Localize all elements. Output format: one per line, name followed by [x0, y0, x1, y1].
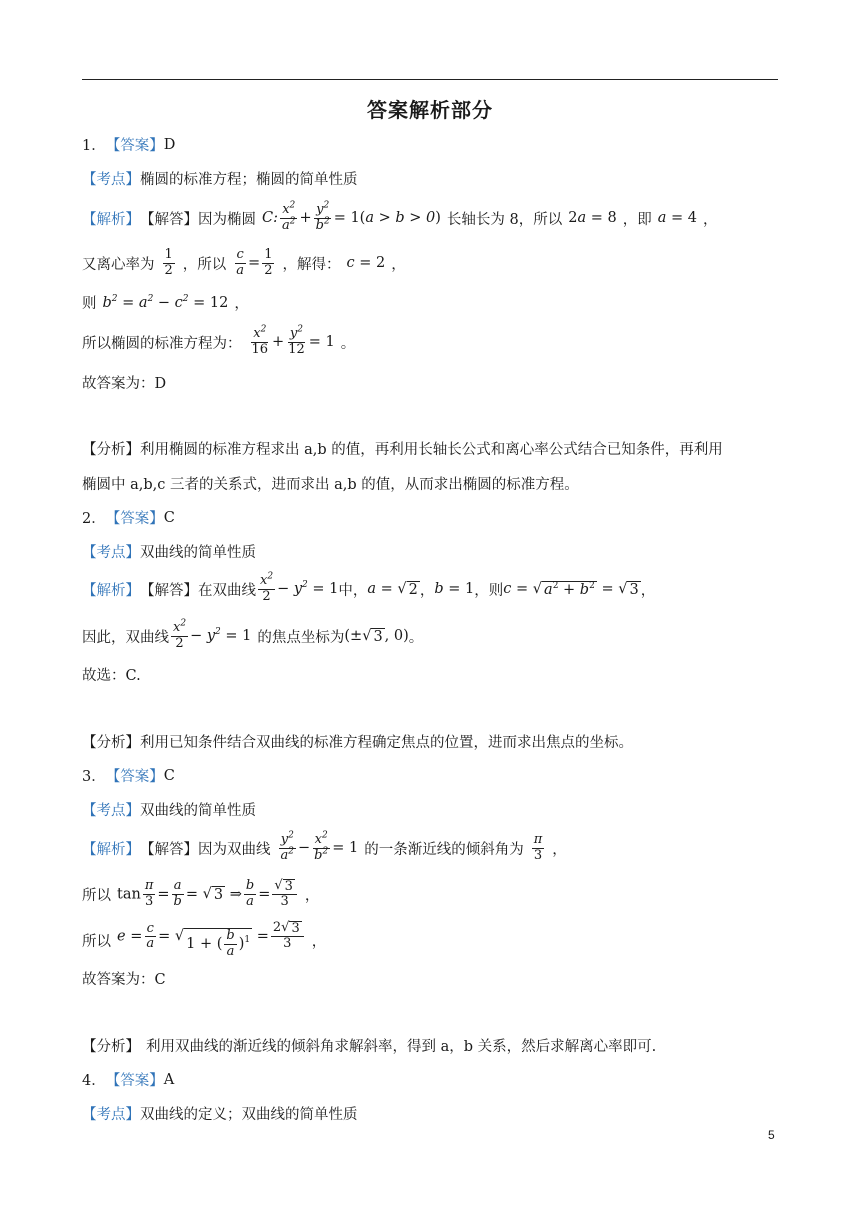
text-span: 利用椭圆的标准方程求出 a,b 的值，再利用长轴长公式和离心率公式结合已知条件，再利用 — [140, 442, 723, 458]
text-span: ， — [419, 582, 435, 599]
q4-kaodian-line — [82, 1103, 358, 1124]
text-span: ， — [234, 296, 249, 312]
math-b1: b = 1 — [434, 581, 475, 597]
fenxi-tag: 【分析】 — [82, 1039, 140, 1055]
q3-jiexi-line2 — [82, 876, 319, 912]
text-span: 中， — [338, 582, 368, 599]
text-span: 因为双曲线 — [198, 841, 271, 858]
q3-jiexi-line1 — [82, 830, 567, 866]
text-span: ， — [552, 841, 567, 858]
math-b2: $b^2 = a^2 - c^2 = 12$ — [102, 293, 229, 311]
text-span: 所以 — [82, 887, 111, 904]
q4-number: 4． — [82, 1073, 106, 1089]
text-span: ，则 — [474, 582, 504, 599]
q3-answer-line — [82, 765, 175, 786]
jieda-tag: 【解答】 — [140, 582, 198, 599]
q2-jiexi-line2 — [82, 618, 423, 654]
q2-conclusion: 故选：C. — [82, 668, 141, 684]
text-span: 因此，双曲线 — [82, 629, 169, 646]
kaodian-tag: 【考点】 — [82, 172, 140, 188]
kaodian-tag: 【考点】 — [82, 803, 140, 819]
text-span: ，所以 — [182, 256, 227, 273]
q1-number: 1． — [82, 138, 106, 154]
q2-fenxi-line — [82, 731, 633, 752]
text-span: 长轴长为 8，所以 — [446, 211, 563, 228]
math-pi-over-3: $\frac{\pi}{3}$ — [533, 832, 543, 863]
text-span: ， — [391, 256, 406, 273]
q1-conclusion: 故答案为：D — [82, 376, 167, 392]
q2-answer: C — [163, 509, 175, 526]
text-span: 所以 — [82, 933, 111, 950]
fenxi-tag: 【分析】 — [82, 442, 140, 458]
q4-answer: A — [163, 1071, 175, 1088]
q1-jiexi-line1 — [82, 200, 718, 236]
q3-answer: C — [163, 767, 175, 784]
math-a-sqrt2: a = √ 2 — [367, 580, 418, 598]
text-span: 。 — [408, 629, 424, 646]
q3-number: 3． — [82, 769, 106, 785]
q2-jiexi-line1 — [82, 571, 655, 607]
text-span: 则 — [82, 296, 97, 312]
q2-kaodian: 双曲线的简单性质 — [140, 545, 256, 561]
text-span: ， — [640, 582, 656, 599]
text-span: 的一条渐近线的倾斜角为 — [364, 841, 524, 858]
q2-kaodian-line — [82, 541, 256, 562]
math-c2: c = 2 — [346, 255, 386, 271]
text-span: 的焦点坐标为 — [257, 629, 345, 646]
math-hyperbola-eq2: $\frac{x^2}{2}$ − $y^2 = 1$ — [173, 618, 252, 651]
text-span: 利用已知条件结合双曲线的标准方程确定焦点的位置，进而求出焦点的坐标。 — [140, 735, 633, 751]
text-span: ， — [304, 887, 320, 904]
q3-kaodian-line — [82, 799, 256, 820]
q2-answer-line — [82, 507, 175, 528]
q4-kaodian: 双曲线的定义；双曲线的简单性质 — [140, 1107, 358, 1123]
text-span: 。 — [340, 335, 356, 352]
answer-tag: 【答案】 — [105, 1073, 164, 1089]
text-span: ，即 — [622, 211, 652, 228]
jiexi-tag: 【解析】 — [82, 582, 140, 599]
math-c-sqrt3: c = √ $a^2 + b^2$ = √ 3 — [503, 580, 639, 598]
text-span: ， — [703, 211, 718, 228]
q1-answer-line — [82, 134, 175, 155]
text-span: ，解得： — [282, 256, 341, 273]
jiexi-tag: 【解析】 — [82, 211, 140, 228]
fenxi-tag: 【分析】 — [82, 735, 140, 751]
q1-kaodian-line — [82, 168, 358, 189]
math-ellipse-result: $\frac{x^2}{16}$ + $\frac{y^2}{12}$ = 1 — [251, 324, 335, 357]
math-half: $\frac{1}{2}$ — [164, 247, 173, 278]
text-span: 因为椭圆 — [198, 211, 256, 228]
text-span: ， — [311, 933, 327, 950]
kaodian-tag: 【考点】 — [82, 545, 140, 561]
q1-jiexi-line4 — [82, 324, 355, 360]
text-span: 利用双曲线的渐近线的倾斜角求解斜率，得到 a，b 关系，然后求解离心率即可. — [146, 1039, 657, 1055]
math-hyperbola3-eq: $\frac{y^2}{a^2}$ − $\frac{x^2}{b^2}$ = 1 — [280, 830, 359, 863]
page-number: 5 — [768, 1128, 775, 1142]
math-eccentricity: e = $\frac{c}{a}$ = √ 1 + ( $\frac{b}{a}$ )$^1$ = 2√ 3 3 — [117, 921, 306, 959]
q1-answer: D — [163, 136, 176, 153]
jiexi-tag: 【解析】 — [82, 841, 140, 858]
kaodian-tag: 【考点】 — [82, 1107, 140, 1123]
q3-conclusion: 故答案为：C — [82, 972, 166, 988]
math-tan: tan $\frac{\pi}{3}$ = $\frac{a}{b}$ = √ 3 ⇒ $\frac{b}{a}$ = √ 3 3 — [117, 879, 299, 910]
q4-answer-line — [82, 1069, 174, 1090]
jieda-tag: 【解答】 — [140, 841, 198, 858]
q1-jiexi-line3 — [82, 292, 249, 313]
page-title: 答案解析部分 — [367, 98, 493, 122]
math-a4: a = 4 — [657, 210, 697, 226]
q3-fenxi-line — [82, 1035, 656, 1056]
math-ellipse-eq: C: $\frac{x^2}{a^2}$ + $\frac{y^2}{b^2}$ = 1(a > b > 0) — [262, 200, 441, 233]
q1-fenxi-line1 — [82, 438, 723, 459]
q2-number: 2． — [82, 511, 106, 527]
q3-kaodian: 双曲线的简单性质 — [140, 803, 256, 819]
header-rule — [82, 79, 778, 80]
math-focus: (±√ 3 , 0) — [344, 627, 409, 645]
answer-tag: 【答案】 — [105, 511, 164, 527]
text-span: 所以椭圆的标准方程为： — [82, 335, 242, 352]
q1-kaodian: 椭圆的标准方程；椭圆的简单性质 — [140, 172, 358, 188]
math-2a8: 2a = 8 — [568, 210, 617, 226]
q1-fenxi-line2: 椭圆中 a,b,c 三者的关系式，进而求出 a,b 的值，从而求出椭圆的标准方程。 — [82, 477, 579, 493]
math-hyperbola-eq: $\frac{x^2}{2}$ − $y^2 = 1$ — [260, 571, 339, 604]
jieda-tag: 【解答】 — [140, 211, 198, 228]
math-c-over-a: $\frac{c}{a}$ = $\frac{1}{2}$ — [236, 247, 273, 278]
text-span: 在双曲线 — [198, 582, 256, 599]
text-span: 又离心率为 — [82, 256, 155, 273]
q3-jiexi-line3 — [82, 920, 326, 960]
answer-tag: 【答案】 — [105, 769, 164, 785]
answer-tag: 【答案】 — [105, 138, 164, 154]
q1-jiexi-line2 — [82, 245, 406, 281]
